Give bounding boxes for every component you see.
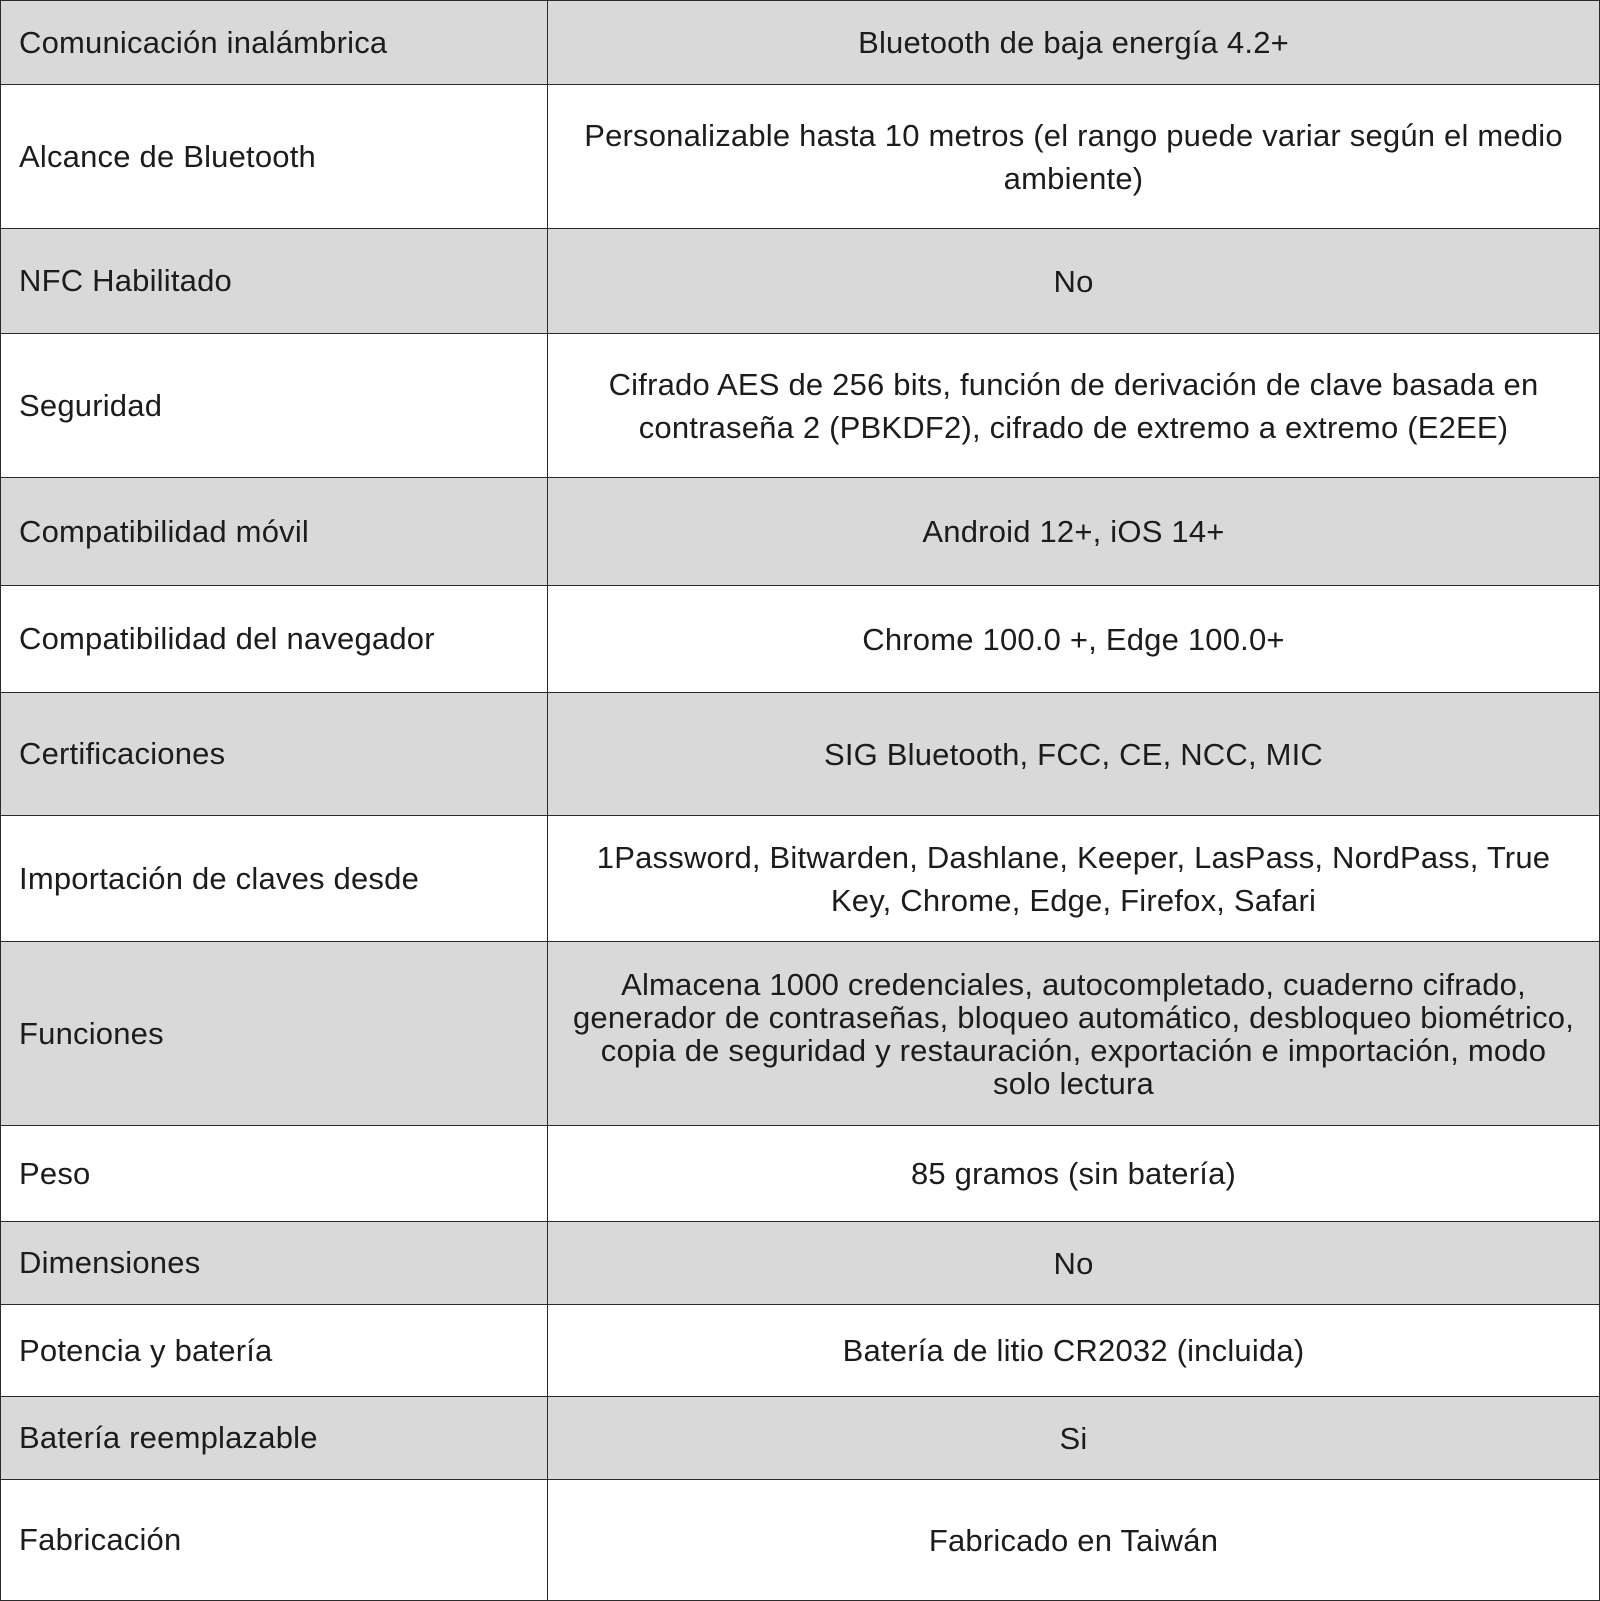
table-row-replaceable-battery <box>1 1397 1600 1480</box>
table-row-weight <box>1 1126 1600 1222</box>
row-label: Potencia y batería <box>1 1305 548 1397</box>
row-label: Fabricación <box>1 1480 548 1601</box>
table-row-manufacturing <box>1 1480 1600 1601</box>
row-value: Almacena 1000 credenciales, autocompletado, cuaderno cifrado, generador de contraseñas, bloqueo automático, desbloqueo biométrico, copia de seguridad y restauración, exportación e importación, modo solo lectura <box>548 942 1600 1126</box>
table-row-mobile-compat <box>1 478 1600 586</box>
row-value: Chrome 100.0 +, Edge 100.0+ <box>548 586 1600 693</box>
table-row-wireless <box>1 1 1600 85</box>
row-label: Certificaciones <box>1 693 548 816</box>
table-row-bluetooth-range <box>1 85 1600 229</box>
table-row-key-import <box>1 816 1600 942</box>
row-label: Comunicación inalámbrica <box>1 1 548 85</box>
row-value: No <box>548 1222 1600 1305</box>
row-label: Importación de claves desde <box>1 816 548 942</box>
table-row-nfc <box>1 229 1600 334</box>
table-row-security <box>1 334 1600 478</box>
row-label: Dimensiones <box>1 1222 548 1305</box>
row-value: Personalizable hasta 10 metros (el rango puede variar según el medio ambiente) <box>548 85 1600 229</box>
row-value: Fabricado en Taiwán <box>548 1480 1600 1601</box>
row-value: Cifrado AES de 256 bits, función de derivación de clave basada en contraseña 2 (PBKDF2), cifrado de extremo a extremo (E2EE) <box>548 334 1600 478</box>
row-value: Android 12+, iOS 14+ <box>548 478 1600 586</box>
row-label: Peso <box>1 1126 548 1222</box>
table-row-dimensions <box>1 1222 1600 1305</box>
row-label: Compatibilidad del navegador <box>1 586 548 693</box>
row-label: NFC Habilitado <box>1 229 548 334</box>
row-label: Alcance de Bluetooth <box>1 85 548 229</box>
row-value: Batería de litio CR2032 (incluida) <box>548 1305 1600 1397</box>
table-row-browser-compat <box>1 586 1600 693</box>
row-value: No <box>548 229 1600 334</box>
row-label: Seguridad <box>1 334 548 478</box>
row-label: Compatibilidad móvil <box>1 478 548 586</box>
row-value: SIG Bluetooth, FCC, CE, NCC, MIC <box>548 693 1600 816</box>
row-label: Funciones <box>1 942 548 1126</box>
table-row-power <box>1 1305 1600 1397</box>
row-value: Bluetooth de baja energía 4.2+ <box>548 1 1600 85</box>
row-value: Si <box>548 1397 1600 1480</box>
row-value: 85 gramos (sin batería) <box>548 1126 1600 1222</box>
row-value: 1Password, Bitwarden, Dashlane, Keeper, LasPass, NordPass, True Key, Chrome, Edge, Firefox, Safari <box>548 816 1600 942</box>
row-label: Batería reemplazable <box>1 1397 548 1480</box>
table-row-functions <box>1 942 1600 1126</box>
table-row-certifications <box>1 693 1600 816</box>
